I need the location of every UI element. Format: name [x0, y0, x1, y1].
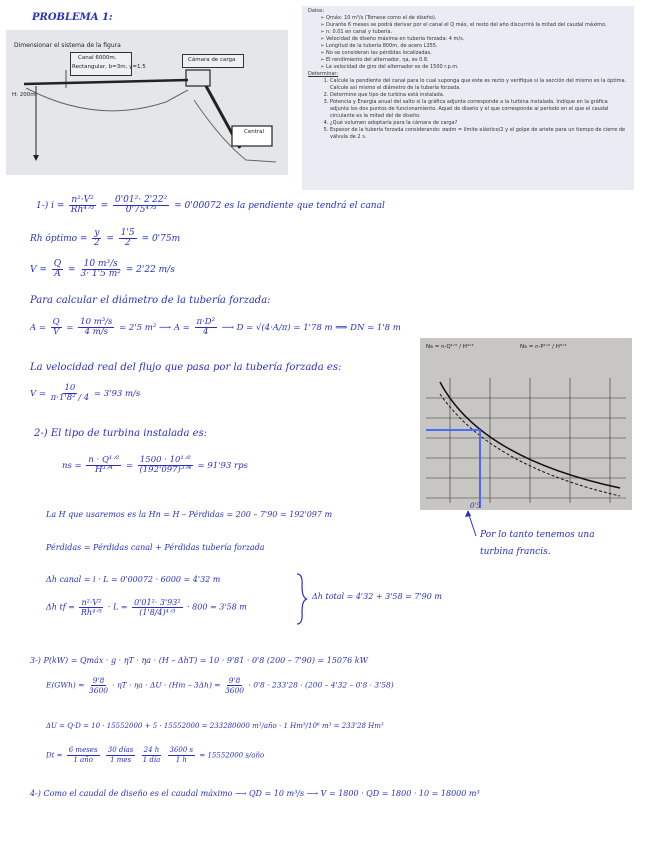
l2-num2: 1'5 — [120, 228, 135, 238]
turbine-chart-photo — [420, 338, 632, 510]
l1-eq: = — [100, 201, 109, 211]
l15-den2: 3600 — [224, 686, 245, 695]
datos-title: Datos: — [308, 8, 325, 14]
l5-den1: V — [53, 327, 60, 337]
l1-i: i = — [51, 201, 65, 211]
line-7 — [30, 384, 140, 403]
chart-header-left: Ns = n·Q¹ᐟ² / H³ᐟ⁴ — [426, 344, 474, 350]
l13-den2: (1'8/4)⁴ᐟ³ — [139, 608, 176, 617]
line-17 — [46, 746, 264, 765]
l5-mid: = 2'5 m² ⟶ A = — [119, 323, 190, 333]
l9-tail: = 91'93 rps — [197, 461, 248, 471]
line-1 — [36, 196, 385, 215]
l13-tail: · 800 = 3'58 m — [187, 602, 247, 612]
diagram-caption: Dimensionar el sistema de la figura — [14, 42, 121, 49]
l17-num1: 6 meses — [68, 746, 98, 754]
l17-den2: 1 mes — [110, 756, 132, 764]
l1-num1: n²·V² — [71, 195, 94, 205]
l5-num1: Q — [52, 317, 60, 327]
line-12: Δh canal = i · L = 0'00072 · 6000 = 4'32 m — [46, 575, 221, 584]
l3-den2: 3· 1'5 m² — [80, 269, 121, 279]
l17-den1: 1 año — [73, 756, 93, 764]
l1-den2: 0'75⁴ᐟ³ — [125, 205, 157, 215]
l5-den2: 4 m/s — [84, 327, 108, 337]
l5-den3: 4 — [203, 327, 209, 337]
problem-title: PROBLEMA 1: — [32, 12, 113, 23]
conclusion-line-2: turbina francis. — [480, 547, 551, 557]
l9-num2: 1500 · 10¹ᐟ² — [139, 455, 191, 465]
determinar-item: 1. Calcule la pendiente del canal para lo cual suponga que este es recto y verifique si la sección del mismo es la óptima. Calcule así mismo el diámetro de la tubería forzada. — [330, 78, 628, 92]
datos-item: ➢ La velocidad de giro del alternador es de 1500 r.p.m. — [326, 64, 628, 71]
determinar-item: 2. Determine que tipo de turbina está instalada. — [330, 92, 628, 99]
l7-tail: = 3'93 m/s — [93, 389, 141, 399]
line-13 — [46, 598, 247, 617]
l9-lhs: ns = — [62, 461, 82, 471]
l13-mid: · L = — [107, 602, 128, 612]
line-15 — [46, 676, 394, 695]
line-6: La velocidad real del flujo que pasa por la tubería forzada es: — [30, 362, 342, 373]
determinar-item: 3. Potencia y Energía anual del salto si la gráfica adjunta corresponde a la turbina instalada. Indique en la gráfica adjunta los dos puntos de funcionamiento. Aquel de diseño y el que corresponde al periodo en el que el caudal circulante es la mitad del de diseño. — [330, 99, 628, 120]
l3-eq: = — [68, 265, 76, 275]
line-3 — [30, 260, 175, 279]
l7-lhs: V = — [30, 389, 46, 399]
line-8: 2-) El tipo de turbina instalada es: — [34, 428, 208, 439]
l5-eq: = — [66, 323, 74, 333]
l5-num2: 10 m³/s — [80, 317, 113, 327]
datos-panel — [302, 6, 634, 190]
determinar-list — [308, 78, 628, 141]
l9-num1: n · Q¹ᐟ² — [88, 455, 120, 465]
l2-tail: = 0'75m — [141, 234, 181, 244]
l5-tail: ⟶ D = √(4·A/π) = 1'78 m ⟹ DN = 1'8 m — [221, 323, 401, 333]
l2-lhs: Rh óptimo = — [30, 234, 88, 244]
brace — [294, 572, 308, 626]
l17-num4: 3600 s — [169, 746, 194, 754]
l17-num2: 30 días — [107, 746, 134, 754]
l13-num2: 0'01²· 3'93² — [134, 598, 181, 607]
canal-label: Canal 6000m. — [78, 55, 117, 61]
l5-num3: π·D² — [196, 317, 216, 327]
l1-num2: 0'01²· 2'22² — [114, 195, 168, 205]
line-16: ΔU = Q·D = 10 · 15552000 + 5 · 15552000 = 233280000 m³/año · 1 Hm³/10⁶ m³ = 233'28 Hm³ — [46, 722, 384, 730]
datos-item: ➢ Qmáx: 10 m³/s (Tómese como el de diseño). — [326, 15, 628, 22]
l17-den3: 1 día — [142, 756, 161, 764]
system-diagram — [6, 30, 288, 175]
l13-lhs: Δh tf = — [46, 602, 75, 612]
l3-num2: 10 m³/s — [83, 259, 118, 269]
l15-den1: 3600 — [88, 686, 109, 695]
datos-item: ➢ Velocidad de diseño máxima en tubería forzada: 4 m/s. — [326, 36, 628, 43]
central-label: Central — [244, 129, 265, 135]
l15-lhs: E(GWh) = — [46, 680, 85, 690]
l2-den1: 2 — [94, 238, 100, 248]
datos-item: ➢ n: 0.01 en canal y tubería. — [326, 29, 628, 36]
diagram-photo — [6, 30, 288, 175]
l2-den2: 2 — [124, 238, 131, 248]
l1-tail: = 0'00072 es la pendiente que tendrá el canal — [174, 201, 385, 211]
l5-lhs: A = — [30, 323, 46, 333]
l1-head: 1-) — [36, 201, 49, 211]
l3-lhs: V = — [30, 265, 47, 275]
line-14: 3-) P(kW) = Qmáx · g · ηT · ηa · (H – ΔhT) = 10 · 9'81 · 0'8 (200 – 7'90) = 15076 kW — [30, 656, 368, 665]
l17-num3: 24 h — [143, 746, 160, 754]
line-4: Para calcular el diámetro de la tubería forzada: — [30, 295, 271, 306]
determinar-title: Determinar: — [308, 71, 339, 77]
l7-num1: 10 — [64, 383, 76, 393]
datos-item: ➢ Durante 6 meses se podrá derivar por el canal el Q máx, el resto del año discurrirá la mitad del caudal máximo. — [326, 22, 628, 29]
l3-den1: A — [54, 269, 61, 279]
camara-label: Cámara de carga — [188, 57, 236, 63]
l13-den1: Rh⁴ᐟ³ — [80, 608, 102, 617]
datos-item: ➢ El rendimiento del alternador, ηa, es 0.8. — [326, 57, 628, 64]
datos-item: ➢ No se consideran las pérdidas localizadas. — [326, 50, 628, 57]
line-18: 4-) Como el caudal de diseño es el caudal máximo ⟶ QD = 10 m³/s ⟶ V = 1800 · QD = 1800 · 10 = 18000 m³ — [30, 789, 480, 798]
determinar-item: 4. ¿Qué volumen adoptaría para la cámara de carga? — [330, 120, 628, 127]
l17-den4: 1 h — [175, 756, 187, 764]
l15-mid: · ηT · ηa · ΔU · (Hm – 3Δh) = — [112, 680, 221, 690]
l1-den1: Rh⁴ᐟ³ — [70, 205, 95, 215]
l9-den2: (192'097)³ᐟ⁴ — [139, 465, 192, 475]
line-10: La H que usaremos es la Hn = H – Pérdidas = 200 – 7'90 = 192'097 m — [46, 510, 333, 519]
l15-num2: 9'8 — [228, 676, 241, 685]
line-5 — [30, 318, 401, 337]
line-2 — [30, 229, 180, 248]
height-label: H: 200m — [12, 92, 36, 98]
chart-header-right: Ns = n·P¹ᐟ² / H⁵ᐟ⁴ — [520, 344, 567, 350]
l3-num1: Q — [53, 259, 62, 269]
l15-num1: 9'8 — [92, 676, 105, 685]
conclusion-line-1: Por lo tanto tenemos una — [480, 530, 595, 540]
l7-den1: π·1'8² / 4 — [50, 393, 90, 403]
rect-label: Rectangular, b=3m, y=1.5 — [72, 64, 146, 70]
l2-eq: = — [106, 234, 114, 244]
l17-lhs: Dt = — [46, 751, 63, 760]
datos-item: ➢ Longitud de la tubería 800m, de acero L355. — [326, 43, 628, 50]
l3-tail: = 2'22 m/s — [125, 265, 175, 275]
l2-num1: y — [94, 228, 100, 238]
determinar-item: 5. Espesor de la tubería forzada considerando: σadm = límite elástico/2 y el golpe de ariete para un tiempo de cierre de válvula de 2 s. — [330, 127, 628, 141]
l15-tail: · 0'8 · 233'28 · (200 – 4'32 – 0'8 · 3'58) — [248, 680, 394, 690]
total-losses: Δh total = 4'32 + 3'58 = 7'90 m — [312, 592, 442, 601]
l13-num1: n²·V² — [81, 598, 102, 607]
datos-list — [308, 15, 628, 71]
l17-tail: = 15552000 s/año — [199, 751, 265, 760]
pointer-arrow — [462, 508, 480, 538]
l9-den1: H³ᐟ⁴ — [94, 465, 113, 475]
turbine-chart — [420, 338, 632, 510]
chart-marker-label: 0'5 — [470, 502, 481, 510]
line-11: Pérdidas = Pérdidas canal + Pérdidas tubería forzada — [46, 543, 265, 552]
line-9 — [62, 456, 248, 475]
l9-eq: = — [126, 461, 134, 471]
